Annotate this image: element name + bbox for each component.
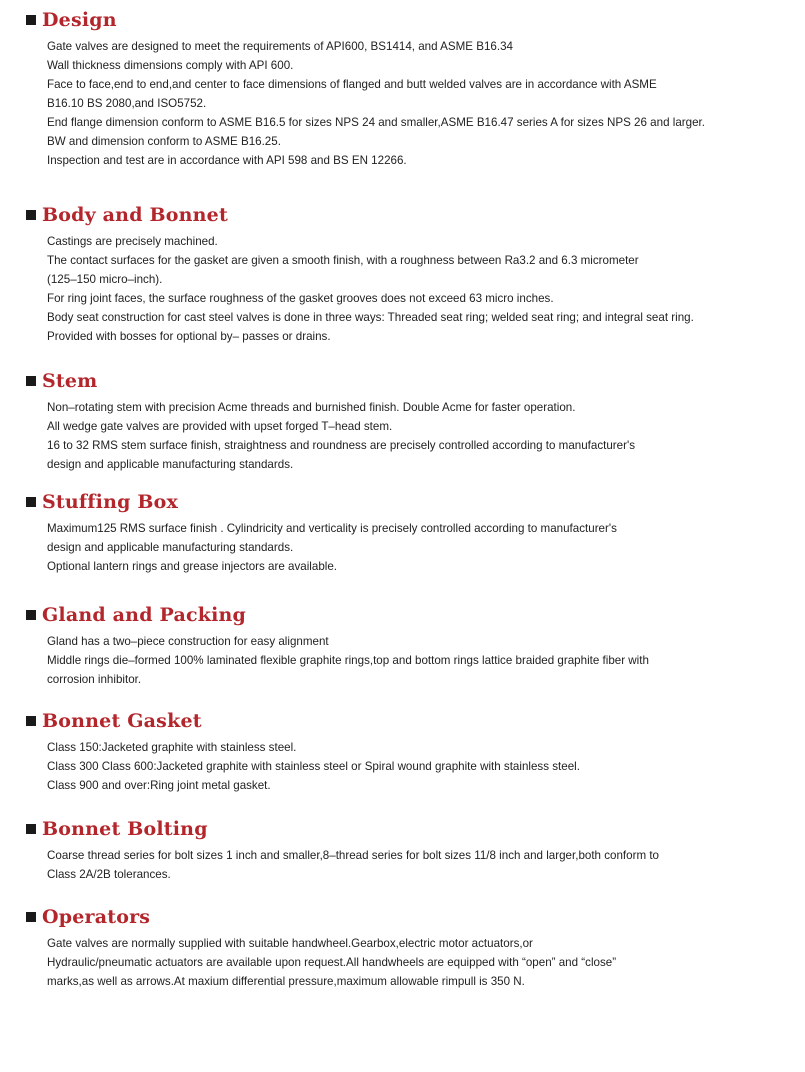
- body-line: Class 150:Jacketed graphite with stainless steel.: [47, 741, 297, 754]
- body-line: All wedge gate valves are provided with upset forged T–head stem.: [47, 420, 393, 433]
- body-line: Gate valves are normally supplied with suitable handwheel.Gearbox,electric motor actuators,or: [47, 937, 533, 950]
- body-line: Inspection and test are in accordance with API 598 and BS EN 12266.: [47, 154, 407, 167]
- section-title: Stem: [42, 370, 98, 392]
- body-line: Class 900 and over:Ring joint metal gasket.: [47, 779, 271, 792]
- square-bullet-icon: [26, 716, 36, 726]
- square-bullet-icon: [26, 912, 36, 922]
- square-bullet-icon: [26, 210, 36, 220]
- section-body: [47, 738, 797, 795]
- section-heading: [26, 369, 98, 393]
- square-bullet-icon: [26, 376, 36, 386]
- section-title: Bonnet Bolting: [42, 818, 208, 840]
- section-heading: [26, 817, 208, 841]
- body-line: Coarse thread series for bolt sizes 1 inch and smaller,8–thread series for bolt sizes 11/8 inch and larger,both conform to: [47, 849, 659, 862]
- section-body: [47, 519, 797, 576]
- square-bullet-icon: [26, 15, 36, 25]
- body-line: Non–rotating stem with precision Acme threads and burnished finish. Double Acme for faster operation.: [47, 401, 576, 414]
- body-line: Gland has a two–piece construction for easy alignment: [47, 635, 329, 648]
- body-line: Maximum125 RMS surface finish . Cylindricity and verticality is precisely controlled according to manufacturer's: [47, 522, 617, 535]
- body-line: Body seat construction for cast steel valves is done in three ways: Threaded seat ring; welded seat ring; and integral seat ring.: [47, 311, 694, 324]
- square-bullet-icon: [26, 610, 36, 620]
- body-line: B16.10 BS 2080,and ISO5752.: [47, 97, 207, 110]
- body-line: Wall thickness dimensions comply with API 600.: [47, 59, 294, 72]
- section-body: [47, 37, 797, 170]
- section-heading: [26, 709, 202, 733]
- body-line: 16 to 32 RMS stem surface finish, straightness and roundness are precisely controlled according to manufacturer's: [47, 439, 635, 452]
- body-line: design and applicable manufacturing standards.: [47, 541, 294, 554]
- section-body: [47, 232, 797, 346]
- body-line: (125–150 micro–inch).: [47, 273, 163, 286]
- body-line: End flange dimension conform to ASME B16.5 for sizes NPS 24 and smaller,ASME B16.47 series A for sizes NPS 26 and larger.: [47, 116, 705, 129]
- body-line: BW and dimension conform to ASME B16.25.: [47, 135, 281, 148]
- body-line: Gate valves are designed to meet the requirements of API600, BS1414, and ASME B16.34: [47, 40, 513, 53]
- square-bullet-icon: [26, 497, 36, 507]
- section-heading: [26, 603, 246, 627]
- section-body: [47, 846, 797, 884]
- body-line: marks,as well as arrows.At maxium differential pressure,maximum allowable rimpull is 350 N.: [47, 975, 525, 988]
- body-line: Castings are precisely machined.: [47, 235, 218, 248]
- section-body: [47, 934, 797, 991]
- section-body: [47, 398, 797, 474]
- body-line: For ring joint faces, the surface roughness of the gasket grooves does not exceed 63 micro inches.: [47, 292, 554, 305]
- body-line: The contact surfaces for the gasket are given a smooth finish, with a roughness between Ra3.2 and 6.3 micrometer: [47, 254, 639, 267]
- section-heading: [26, 905, 150, 929]
- body-line: Middle rings die–formed 100% laminated flexible graphite rings,top and bottom rings lattice braided graphite fiber with: [47, 654, 649, 667]
- section-title: Operators: [42, 906, 151, 928]
- section-heading: [26, 490, 178, 514]
- body-line: Class 2A/2B tolerances.: [47, 868, 171, 881]
- section-title: Bonnet Gasket: [42, 710, 202, 732]
- body-line: Optional lantern rings and grease injectors are available.: [47, 560, 338, 573]
- body-line: corrosion inhibitor.: [47, 673, 142, 686]
- body-line: design and applicable manufacturing standards.: [47, 458, 294, 471]
- body-line: Provided with bosses for optional by– passes or drains.: [47, 330, 331, 343]
- body-line: Hydraulic/pneumatic actuators are available upon request.All handwheels are equipped with “open” and “close”: [47, 956, 617, 969]
- section-title: Body and Bonnet: [42, 204, 228, 226]
- square-bullet-icon: [26, 824, 36, 834]
- section-heading: [26, 8, 117, 32]
- section-body: [47, 632, 797, 689]
- body-line: Face to face,end to end,and center to face dimensions of flanged and butt welded valves are in accordance with ASME: [47, 78, 657, 91]
- section-heading: [26, 203, 228, 227]
- body-line: Class 300 Class 600:Jacketed graphite with stainless steel or Spiral wound graphite with stainless steel.: [47, 760, 580, 773]
- section-title: Gland and Packing: [42, 604, 247, 626]
- section-title: Stuffing Box: [42, 491, 179, 513]
- section-title: Design: [42, 9, 117, 31]
